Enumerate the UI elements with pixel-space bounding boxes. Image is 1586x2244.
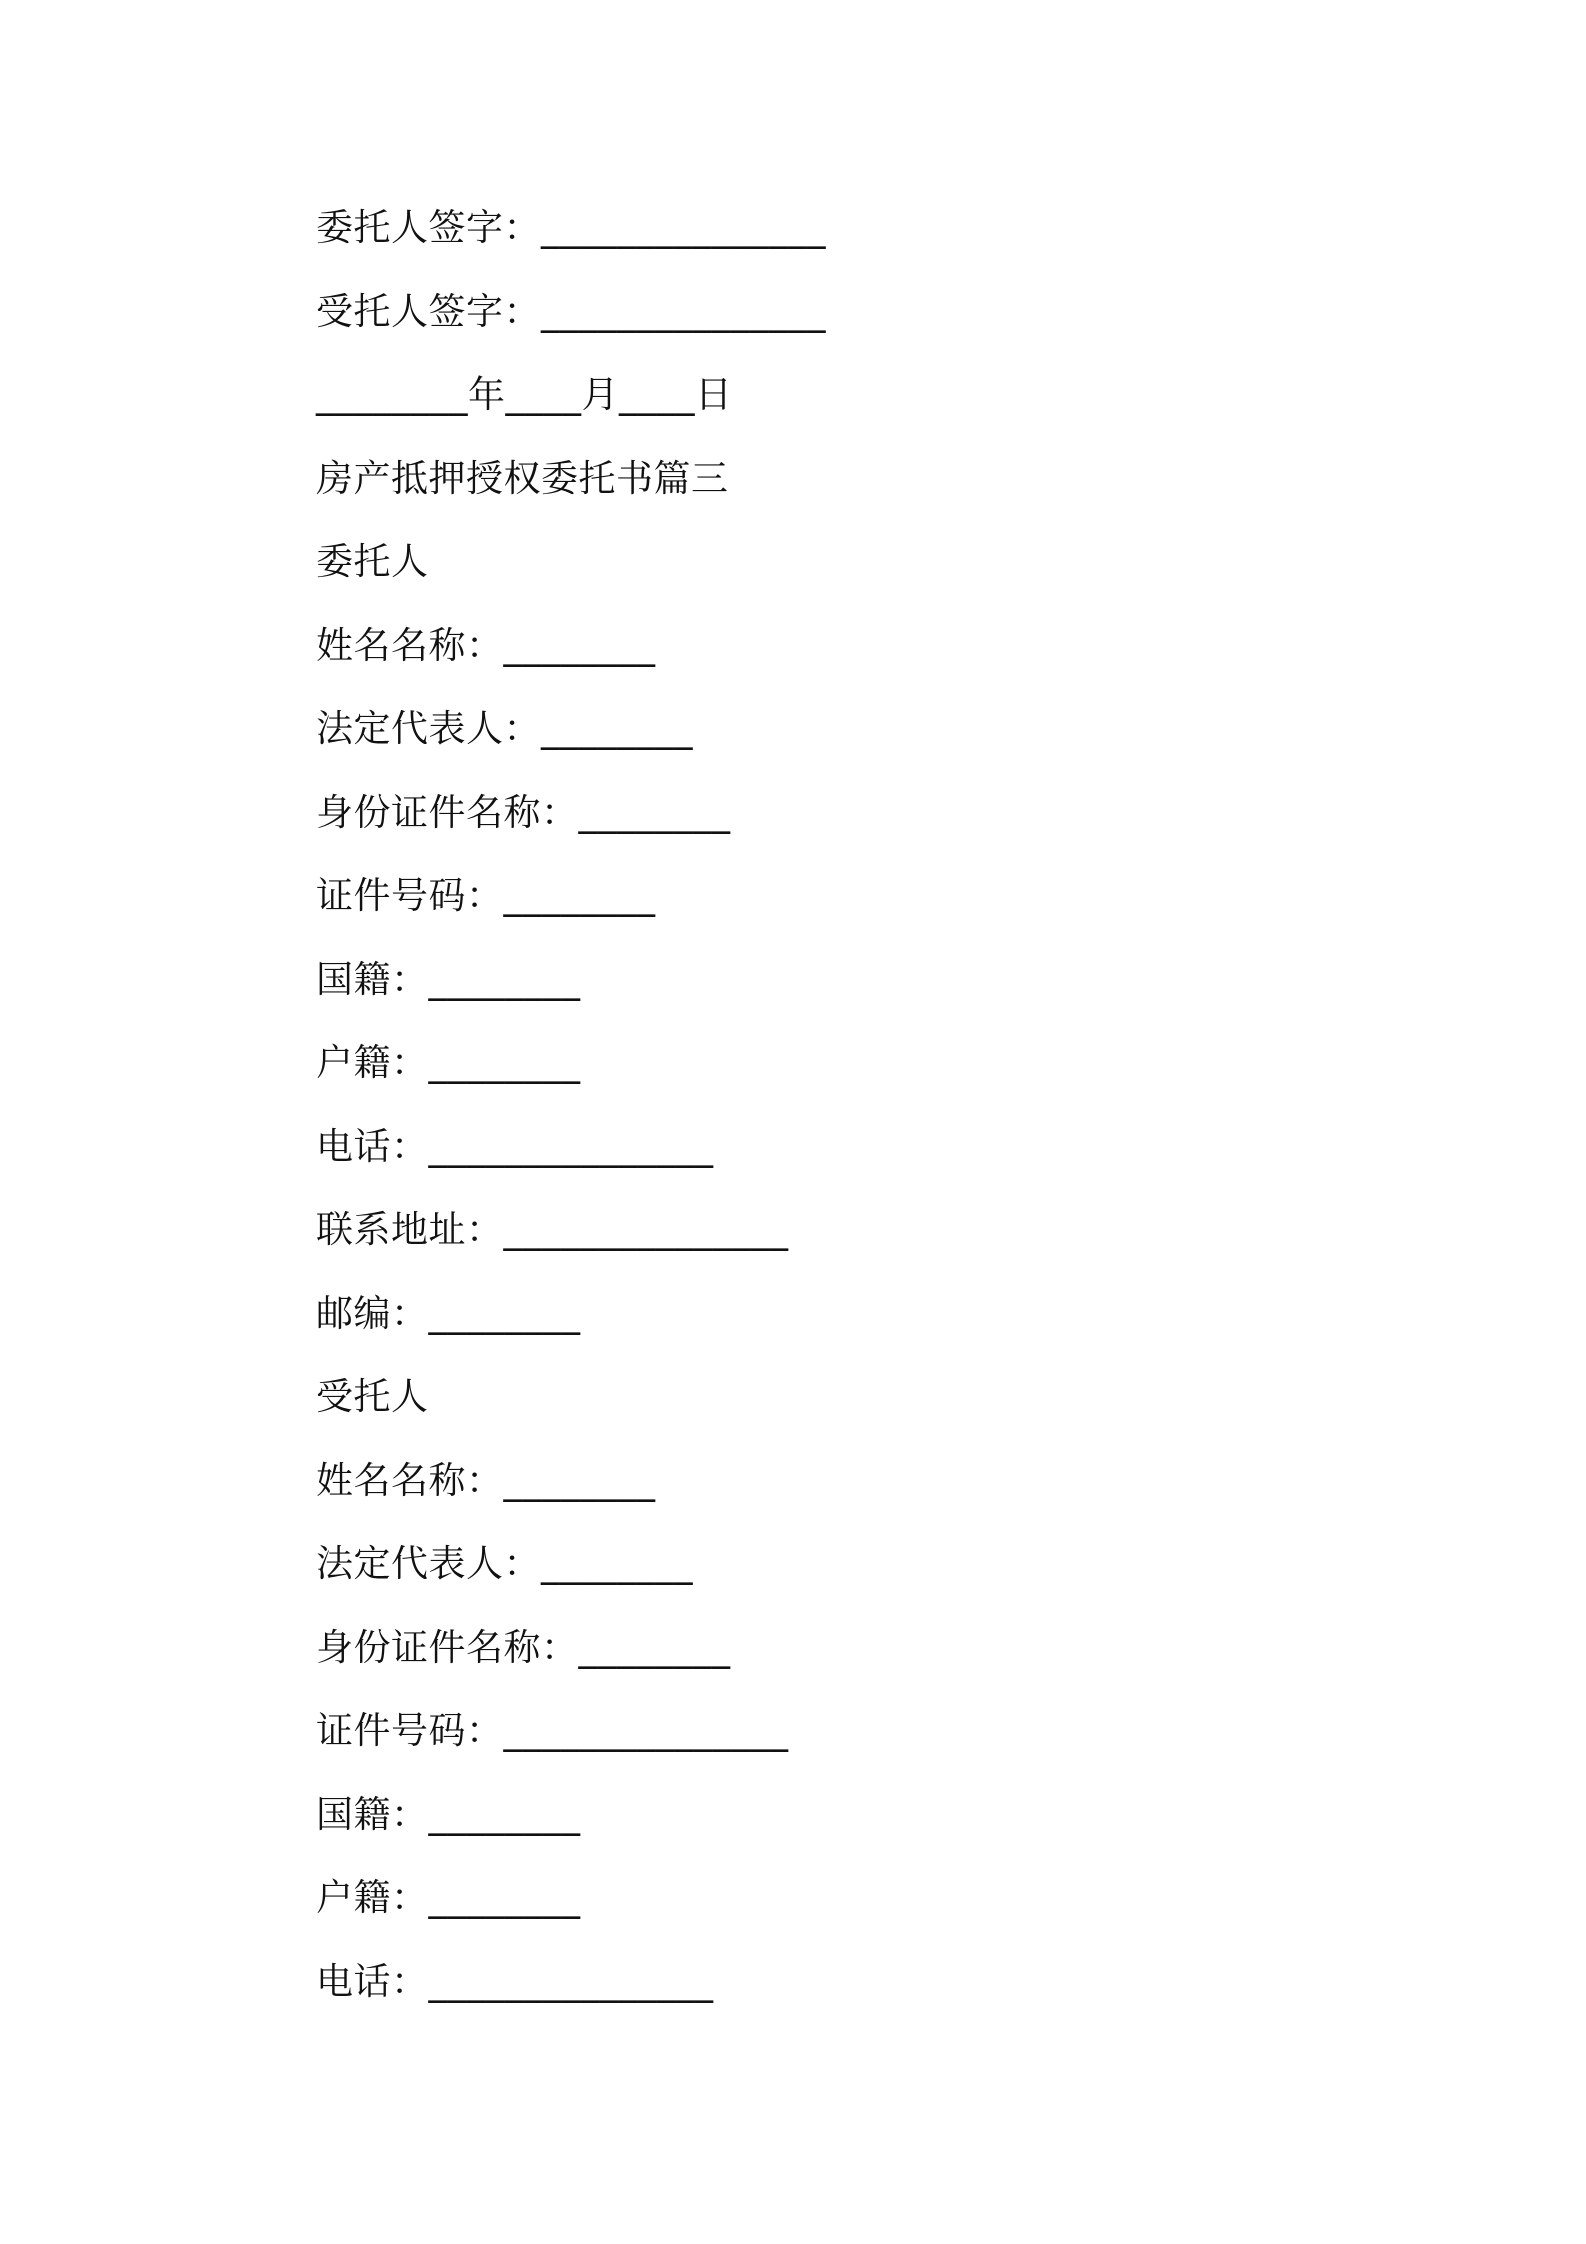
trustee-heading: 受托人 <box>316 1375 429 1418</box>
trustee-id-type-field: 身份证件名称：________ <box>316 1625 731 1669</box>
trustee-name-field: 姓名名称：________ <box>316 1458 656 1502</box>
entrustor-id-number-field: 证件号码：________ <box>316 874 656 917</box>
trustee-nationality-field: 国籍：________ <box>316 1792 581 1836</box>
document-page <box>316 198 1416 2035</box>
section-title: 房产抵押授权委托书篇三 <box>316 456 729 500</box>
entrustor-id-type-field: 身份证件名称：________ <box>316 790 731 834</box>
date-line: ________年____月____日 <box>316 373 733 416</box>
entrustor-household-field: 户籍：________ <box>316 1041 581 1084</box>
trustee-signature-line: 受托人签字：_______________ <box>316 289 826 333</box>
entrustor-phone-field: 电话：_______________ <box>316 1124 714 1168</box>
entrustor-postcode-field: 邮编：________ <box>316 1291 581 1335</box>
entrustor-name-field: 姓名名称：________ <box>316 623 656 667</box>
trustee-legal-rep-field: 法定代表人：________ <box>316 1542 693 1585</box>
entrustor-address-field: 联系地址：_______________ <box>316 1208 789 1251</box>
entrustor-nationality-field: 国籍：________ <box>316 957 581 1001</box>
trustee-id-number-field: 证件号码：_______________ <box>316 1709 789 1752</box>
entrustor-signature-line: 委托人签字：_______________ <box>316 206 826 249</box>
entrustor-legal-rep-field: 法定代表人：________ <box>316 707 693 750</box>
trustee-household-field: 户籍：________ <box>316 1876 581 1919</box>
trustee-phone-field: 电话：_______________ <box>316 1959 714 2003</box>
entrustor-heading: 委托人 <box>316 540 429 583</box>
